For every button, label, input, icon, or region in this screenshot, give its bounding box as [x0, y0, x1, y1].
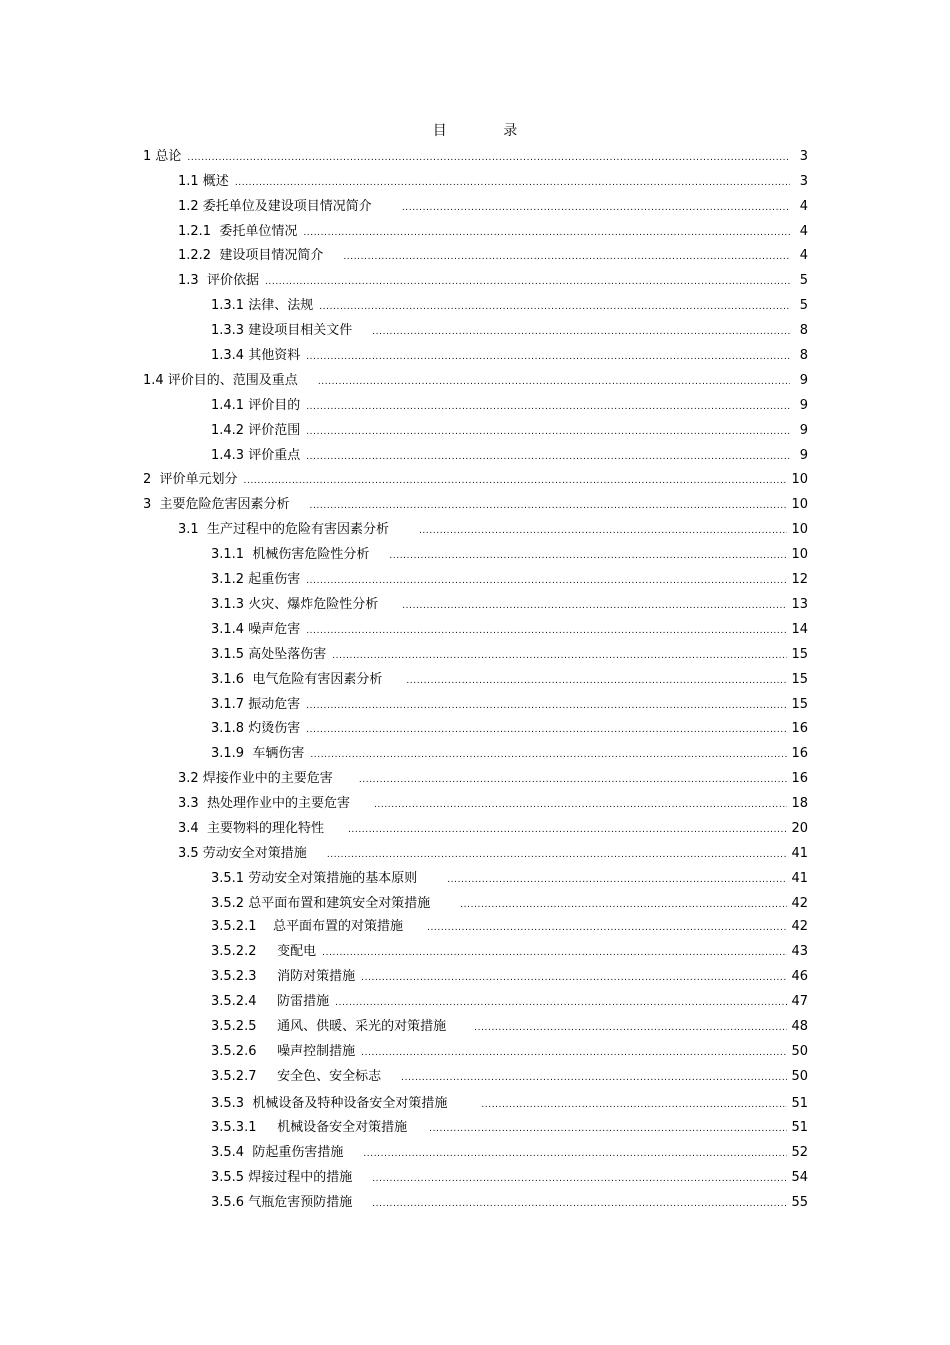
toc-entry-label: 3.2 焊接作业中的主要危害	[178, 771, 333, 786]
toc-leader-dots	[406, 673, 787, 689]
toc-entry-label: 3.1.5 高处坠落伤害	[211, 647, 327, 662]
toc-leader-dots	[265, 274, 790, 290]
toc-leader-dots	[306, 424, 790, 440]
toc-entry-page: 5	[799, 298, 808, 313]
toc-entry-label: 1.2 委托单位及建设项目情况简介	[178, 199, 372, 214]
toc-entry-label: 1.3 评价依据	[178, 273, 259, 288]
toc-leader-dots	[332, 648, 787, 664]
toc-entry[interactable]	[178, 273, 808, 289]
toc-entry-page: 42	[791, 896, 808, 911]
toc-entry-label: 3.1.4 噪声危害	[211, 622, 301, 637]
toc-entry[interactable]	[211, 721, 808, 737]
toc-entry-page: 8	[799, 323, 808, 338]
toc-entry-page: 9	[799, 373, 808, 388]
toc-entry-label: 1.3.1 法律、法规	[211, 298, 314, 313]
toc-leader-dots	[306, 573, 787, 589]
toc-entry-label: 1 总论	[143, 149, 182, 164]
toc-entry[interactable]	[211, 1019, 808, 1035]
toc-entry-page: 42	[791, 919, 808, 934]
toc-entry-label: 3.5.2.6 噪声控制措施	[211, 1044, 356, 1059]
toc-entry-label: 1.4.3 评价重点	[211, 448, 301, 463]
toc-entry-page: 16	[791, 771, 808, 786]
toc-leader-dots	[429, 1121, 787, 1137]
toc-entry-page: 16	[791, 746, 808, 761]
toc-entry[interactable]	[211, 896, 808, 912]
toc-entry[interactable]	[211, 1145, 808, 1161]
toc-entry[interactable]	[211, 994, 808, 1010]
toc-leader-dots	[372, 324, 790, 340]
toc-leader-dots	[306, 349, 790, 365]
toc-entry[interactable]	[178, 846, 808, 862]
toc-entry-label: 3.5.1 劳动安全对策措施的基本原则	[211, 871, 418, 886]
toc-entry-page: 51	[791, 1120, 808, 1135]
toc-entry-page: 52	[791, 1145, 808, 1160]
toc-leader-dots	[244, 473, 788, 489]
toc-leader-dots	[374, 797, 788, 813]
toc-leader-dots	[447, 872, 787, 888]
toc-entry-label: 3.1.3 火灾、爆炸危险性分析	[211, 597, 379, 612]
toc-entry-label: 1.4.1 评价目的	[211, 398, 301, 413]
toc-leader-dots	[187, 150, 790, 166]
toc-entry[interactable]	[178, 522, 808, 538]
toc-entry[interactable]	[211, 1170, 808, 1186]
toc-leader-dots	[310, 747, 787, 763]
toc-leader-dots	[363, 1146, 787, 1162]
toc-entry[interactable]	[211, 1096, 808, 1112]
toc-entry[interactable]	[211, 597, 808, 613]
toc-entry-label: 3.1.9 车辆伤害	[211, 746, 305, 761]
toc-entry[interactable]	[178, 199, 808, 215]
toc-entry-label: 3.5.2.4 防雷措施	[211, 994, 330, 1009]
toc-entry-label: 2 评价单元划分	[143, 472, 238, 487]
toc-entry[interactable]	[143, 149, 808, 165]
toc-entry-label: 3.5.4 防起重伤害措施	[211, 1145, 344, 1160]
toc-entry-page: 54	[791, 1170, 808, 1185]
toc-entry[interactable]	[211, 969, 808, 985]
toc-entry[interactable]	[211, 1044, 808, 1060]
toc-entry-label: 3.1.8 灼烫伤害	[211, 721, 301, 736]
toc-leader-dots	[306, 399, 790, 415]
toc-entry-page: 51	[791, 1096, 808, 1111]
toc-entry-label: 3.5.2.1 总平面布置的对策措施	[211, 919, 404, 934]
toc-entry-label: 3 主要危险危害因素分析	[143, 497, 290, 512]
toc-entry[interactable]	[211, 547, 808, 563]
toc-entry-page: 41	[791, 846, 808, 861]
toc-entry-page: 10	[791, 497, 808, 512]
toc-entry-label: 3.1.7 振动危害	[211, 697, 301, 712]
toc-entry[interactable]	[211, 448, 808, 464]
toc-entry-page: 14	[791, 622, 808, 637]
toc-entry[interactable]	[211, 647, 808, 663]
toc-entry[interactable]	[178, 174, 808, 190]
toc-entry[interactable]	[211, 746, 808, 762]
toc-entry-page: 20	[791, 821, 808, 836]
toc-leader-dots	[372, 1196, 787, 1212]
toc-entry[interactable]	[211, 1120, 808, 1136]
toc-leader-dots	[427, 920, 787, 936]
toc-leader-dots	[474, 1020, 787, 1036]
toc-entry-label: 3.4 主要物料的理化特性	[178, 821, 324, 836]
toc-entry-page: 3	[799, 174, 808, 189]
toc-leader-dots	[359, 772, 788, 788]
toc-entry[interactable]	[143, 497, 808, 513]
toc-leader-dots	[327, 847, 788, 863]
toc-leader-dots	[322, 945, 787, 961]
toc-leader-dots	[481, 1097, 787, 1113]
toc-entry-label: 3.5.2.5 通风、供暖、采光的对策措施	[211, 1019, 447, 1034]
toc-entry-page: 55	[791, 1195, 808, 1210]
toc-entry-page: 10	[791, 547, 808, 562]
toc-leader-dots	[335, 995, 787, 1011]
toc-leader-dots	[343, 249, 790, 265]
toc-title: 目 录	[432, 123, 544, 139]
toc-entry-page: 9	[799, 448, 808, 463]
toc-entry[interactable]	[211, 944, 808, 960]
toc-entry-label: 1.2.1 委托单位情况	[178, 224, 298, 239]
toc-entry-label: 3.5.2.2 变配电	[211, 944, 317, 959]
toc-entry-label: 3.5.2.7 安全色、安全标志	[211, 1069, 382, 1084]
toc-entry-page: 8	[799, 348, 808, 363]
toc-entry-label: 1.4 评价目的、范围及重点	[143, 373, 298, 388]
toc-entry[interactable]	[211, 622, 808, 638]
toc-entry-page: 48	[791, 1019, 808, 1034]
toc-entry-label: 3.5.2 总平面布置和建筑安全对策措施	[211, 896, 431, 911]
toc-leader-dots	[319, 299, 790, 315]
toc-entry-page: 10	[791, 472, 808, 487]
toc-leader-dots	[402, 200, 790, 216]
toc-entry[interactable]	[211, 423, 808, 439]
toc-leader-dots	[310, 498, 788, 514]
toc-entry[interactable]	[178, 821, 808, 837]
toc-entry-page: 50	[791, 1069, 808, 1084]
toc-leader-dots	[361, 970, 787, 986]
toc-entry-page: 3	[799, 149, 808, 164]
toc-entry-label: 3.1.6 电气危险有害因素分析	[211, 672, 383, 687]
toc-entry[interactable]	[211, 1069, 808, 1085]
toc-entry-page: 13	[791, 597, 808, 612]
toc-entry-page: 9	[799, 423, 808, 438]
toc-entry[interactable]	[143, 373, 808, 389]
toc-entry-page: 15	[791, 647, 808, 662]
toc-leader-dots	[402, 598, 787, 614]
toc-entry-label: 1.1 概述	[178, 174, 229, 189]
toc-leader-dots	[361, 1045, 787, 1061]
toc-leader-dots	[306, 698, 787, 714]
toc-entry-page: 9	[799, 398, 808, 413]
toc-entry[interactable]	[178, 771, 808, 787]
toc-entry[interactable]	[211, 1195, 808, 1211]
toc-entry-page: 47	[791, 994, 808, 1009]
toc-entry-page: 41	[791, 871, 808, 886]
toc-entry[interactable]	[211, 919, 808, 935]
toc-entry[interactable]	[211, 697, 808, 713]
toc-entry[interactable]	[211, 298, 808, 314]
toc-leader-dots	[303, 225, 790, 241]
toc-entry[interactable]	[211, 398, 808, 414]
toc-leader-dots	[389, 548, 787, 564]
toc-leader-dots	[306, 722, 787, 738]
toc-entry[interactable]	[211, 323, 808, 339]
toc-entry[interactable]	[211, 672, 808, 688]
toc-entry[interactable]	[211, 572, 808, 588]
toc-entry[interactable]	[211, 871, 808, 887]
toc-leader-dots	[318, 374, 790, 390]
toc-leader-dots	[460, 897, 787, 913]
toc-entry-page: 43	[791, 944, 808, 959]
toc-entry-page: 4	[799, 199, 808, 214]
toc-entry-page: 12	[791, 572, 808, 587]
toc-entry-label: 3.1 生产过程中的危险有害因素分析	[178, 522, 389, 537]
toc-entry-label: 1.3.4 其他资料	[211, 348, 301, 363]
toc-entry-page: 46	[791, 969, 808, 984]
toc-leader-dots	[306, 623, 787, 639]
toc-entry-page: 18	[791, 796, 808, 811]
toc-entry-label: 3.5.3.1 机械设备安全对策措施	[211, 1120, 408, 1135]
toc-entry[interactable]	[178, 248, 808, 264]
toc-leader-dots	[419, 523, 788, 539]
toc-leader-dots	[372, 1171, 787, 1187]
toc-entry[interactable]	[178, 224, 808, 240]
toc-entry-label: 3.5 劳动安全对策措施	[178, 846, 307, 861]
toc-entry-label: 1.4.2 评价范围	[211, 423, 301, 438]
toc-entry-page: 4	[799, 248, 808, 263]
toc-entry[interactable]	[211, 348, 808, 364]
toc-entry[interactable]	[143, 472, 808, 488]
toc-entry-label: 3.5.5 焊接过程中的措施	[211, 1170, 353, 1185]
toc-entry-page: 16	[791, 721, 808, 736]
toc-entry-label: 3.5.2.3 消防对策措施	[211, 969, 356, 984]
toc-leader-dots	[306, 449, 790, 465]
toc-entry-page: 15	[791, 672, 808, 687]
toc-entry-label: 3.5.6 气瓶危害预防措施	[211, 1195, 353, 1210]
toc-leader-dots	[348, 822, 788, 838]
toc-entry-page: 4	[799, 224, 808, 239]
toc-entry-label: 3.3 热处理作业中的主要危害	[178, 796, 350, 811]
toc-entry-page: 5	[799, 273, 808, 288]
toc-leader-dots	[401, 1070, 787, 1086]
toc-entry[interactable]	[178, 796, 808, 812]
toc-entry-page: 10	[791, 522, 808, 537]
toc-entry-label: 3.5.3 机械设备及特种设备安全对策措施	[211, 1096, 448, 1111]
toc-entry-label: 1.2.2 建设项目情况简介	[178, 248, 324, 263]
toc-entry-label: 3.1.1 机械伤害危险性分析	[211, 547, 370, 562]
toc-entry-label: 1.3.3 建设项目相关文件	[211, 323, 353, 338]
toc-entry-page: 50	[791, 1044, 808, 1059]
toc-entry-label: 3.1.2 起重伤害	[211, 572, 301, 587]
toc-leader-dots	[235, 175, 790, 191]
toc-entry-page: 15	[791, 697, 808, 712]
